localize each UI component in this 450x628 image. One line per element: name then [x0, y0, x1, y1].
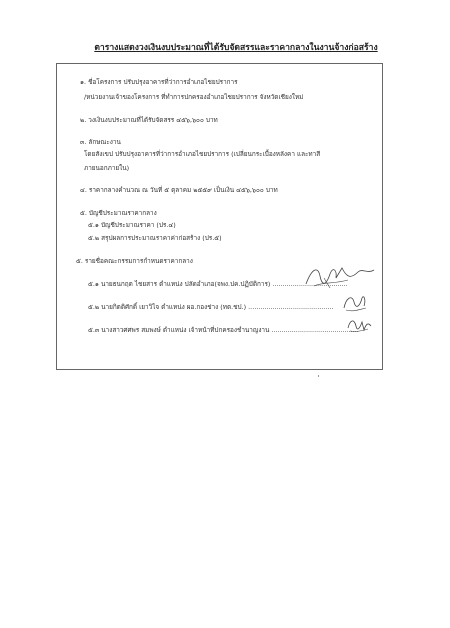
median-price: ๔. ราคากลางคำนวณ ณ วันที่ ๕ ตุลาคม ๒๕๕๙ เป็นเงิน ๔๕๖,๖๐๐ บาท	[80, 186, 278, 194]
account-label: ๕. บัญชีประมาณราคากลาง	[80, 209, 157, 217]
budget-line: ๒. วงเงินงบประมาณที่ได้รับจัดสรร ๔๕๖,๖๐๐ บาท	[80, 116, 218, 124]
committee-member-3: ๕.๓ นางสาวศศพร สมพงษ์ ตำแหน่ง เจ้าหน้าที่ปกครองชำนาญงาน ...........................................	[88, 326, 359, 334]
owner-unit: /หน่วยงานเจ้าของโครงการ ที่ทำการปกครองอำเภอไชยปราการ จังหวัดเชียงใหม่	[84, 93, 304, 101]
signature-3	[344, 314, 374, 336]
document-title: ตารางแสดงวงเงินงบประมาณที่ได้รับจัดสรรและราคากลางในงานจ้างก่อสร้าง	[94, 43, 378, 53]
nature-label: ๓. ลักษณะงาน	[80, 138, 121, 146]
project-name: ๑. ชื่อโครงการ ปรับปรุงอาคารที่ว่าการอำเภอไชยปราการ	[80, 78, 238, 86]
committee-label: ๕. รายชื่อคณะกรรมการกำหนดราคากลาง	[76, 257, 193, 265]
committee-member-2: ๕.๒ นายกิตติศักดิ์ เยาวิไจ ตำแหน่ง ผอ.กองช่าง (ทต.ชป.) ..........................................	[88, 303, 334, 311]
committee-member-1: ๕.๑ นายธนกฤต ไชยสาร ตำแหน่ง ปลัดอำเภอ(จพง.ปค.ปฏิบัติการ) .....................................	[88, 280, 348, 288]
signature-2	[338, 290, 372, 316]
signature-1	[300, 262, 380, 292]
account-item-2: ๕.๒ สรุปผลการประมาณราคาค่าก่อสร้าง (ปร.๕)	[88, 234, 222, 242]
nature-line-1: โดยสังเขป ปรับปรุงอาคารที่ว่าการอำเภอไชยปราการ (เปลี่ยนกระเบื้องหลังคา และทาสี	[84, 150, 321, 158]
scan-speck	[318, 375, 319, 377]
document-table	[56, 63, 383, 370]
account-item-1: ๕.๑ บัญชีประมาณราคา (ปร.๔)	[88, 221, 176, 229]
nature-line-2: ภายนอกภายใน)	[84, 164, 130, 172]
